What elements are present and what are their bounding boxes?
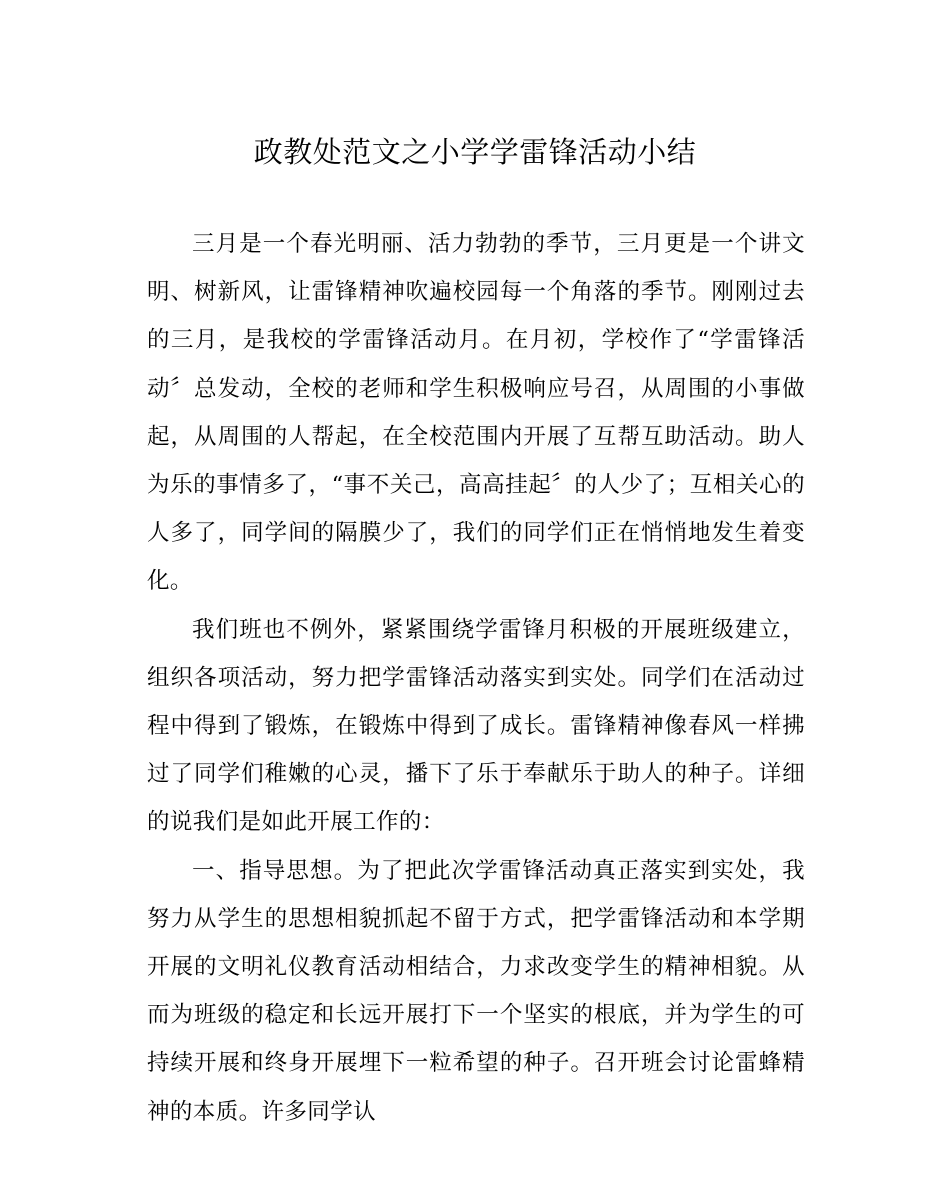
paragraph-intro: 三月是一个春光明丽、活力勃勃的季节，三月更是一个讲文明、树新风，让雷锋精神吹遍校园每一个角落的季节。刚刚过去的三月，是我校的学雷锋活动月。在月初，学校作了“学雷锋活动〞总发动，全校的老师和学生积极响应号召，从周围的小事做起，从周围的人帮起，在全校范围内开展了互帮互助活动。助人为乐的事情多了，“事不关己，高高挂起〞的人少了；互相关心的人多了，同学间的隔膜少了，我们的同学们正在悄悄地发生着变化。 — [147, 231, 805, 595]
paragraph-class-activities: 我们班也不例外，紧紧围绕学雷锋月积极的开展班级建立，组织各项活动，努力把学雷锋活动落实到实处。同学们在活动过程中得到了锻炼，在锻炼中得到了成长。雷锋精神像春风一样拂过了同学们稚嫩的心灵，播下了乐于奉献乐于助人的种子。详细的说我们是如此开展工作的： — [147, 616, 805, 836]
paragraph-guiding-ideology: 一、指导思想。为了把此次学雷锋活动真正落实到实处，我努力从学生的思想相貌抓起不留于方式，把学雷锋活动和本学期开展的文明礼仪教育活动相结合，力求改变学生的精神相貌。从而为班级的稳定和长远开展打下一个坚实的根底，并为学生的可持续开展和终身开展埋下一粒希望的种子。召开班会讨论雷蜂精神的本质。许多同学认 — [147, 857, 805, 1125]
document-title: 政教处范文之小学学雷锋活动小结 — [253, 135, 697, 169]
document-body — [147, 220, 805, 1136]
